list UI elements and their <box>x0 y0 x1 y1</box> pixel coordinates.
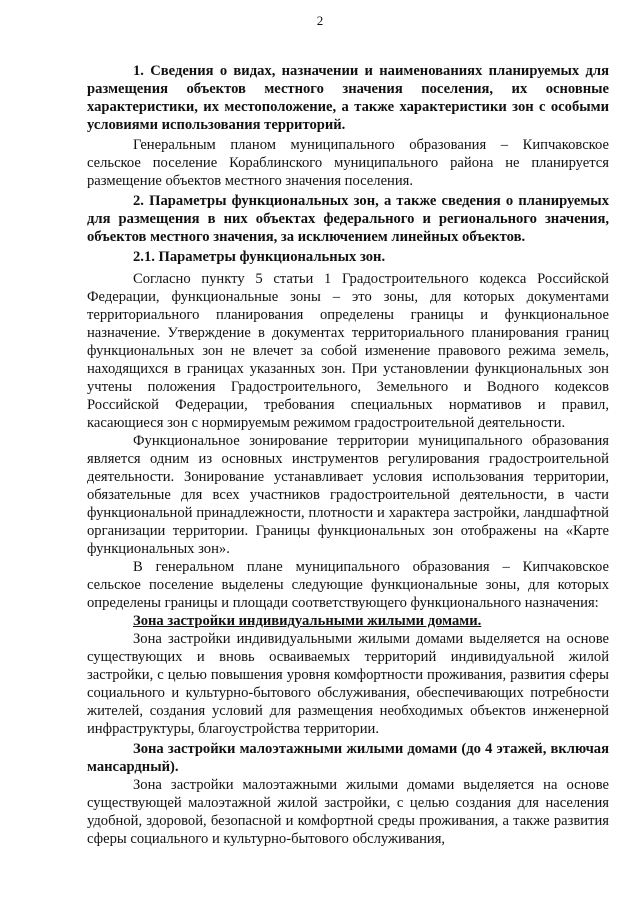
paragraph: Функциональное зонирование территории муниципального образования является одним из основных инструментов регулирования градостроительной деятельности. Зонирование устанавливает условия использования территории, обязательные для всех участников градостроительной деятельности, в части функциональной принадлежности, плотности и характера застройки, ландшафтной организации территории. Границы функциональных зон отображены на «Карте функциональных зон». <box>87 433 609 557</box>
section-2-heading: 2. Параметры функциональных зон, а также сведения о планируемых для размещения в них объектах федерального и регионального значения, объектов местного значения, за исключением линейных объектов. <box>87 193 609 245</box>
document-body <box>87 62 609 848</box>
section-2-1-heading: 2.1. Параметры функциональных зон. <box>133 249 386 265</box>
paragraph: Согласно пункту 5 статьи 1 Градостроительного кодекса Российской Федерации, функциональные зоны – это зоны, для которых документами территориального планирования определены границы и функциональное назначение. Утверждение в документах территориального планирования границ функциональных зон не влечет за собой изменение правового режима земель, находящихся в границах указанных зон. При установлении функциональных зон учтены положения Градостроительного, Земельного и Водного кодексов Российской Федерации, требования специальных нормативов и правил, касающиеся зон с нормируемым режимом градостроительной деятельности. <box>87 271 609 431</box>
page-number: 2 <box>316 13 324 28</box>
section-1-text: Генеральным планом муниципального образования – Кипчаковское сельское поселение Кораблинского муниципального района не планируется размещение объектов местного значения поселения. <box>87 137 609 189</box>
zone-1-heading <box>87 612 609 630</box>
section-1-heading: 1. Сведения о видах, назначении и наименованиях планируемых для размещения объектов местного значения поселения, их основные характеристики, их местоположение, а также характеристики зон с особыми условиями использования территорий. <box>87 63 609 133</box>
paragraph: В генеральном плане муниципального образования – Кипчаковское сельское поселение выделены следующие функциональные зоны, для которых определены границы и площади соответствующего функционального назначения: <box>87 559 609 611</box>
zone-1-heading-text: Зона застройки индивидуальными жилыми домами. <box>133 613 482 629</box>
zone-1-text: Зона застройки индивидуальными жилыми домами выделяется на основе существующих и вновь осваиваемых территорий индивидуальной жилой застройки, с целью повышения уровня комфортности проживания, развития сферы социального и культурно-бытового обслуживания, обеспечивающих потребности жителей, создания условий для размещения необходимых объектов инженерной инфраструктуры, благоустройства территории. <box>87 631 609 737</box>
zone-2-heading: Зона застройки малоэтажными жилыми домами (до 4 этажей, включая мансардный). <box>87 741 609 775</box>
zone-2-text: Зона застройки малоэтажными жилыми домами выделяется на основе существующей малоэтажной жилой застройки, с целью создания для населения удобной, здоровой, безопасной и комфортной среды проживания, а также развития сферы социального и культурно-бытового обслуживания, <box>87 777 609 847</box>
